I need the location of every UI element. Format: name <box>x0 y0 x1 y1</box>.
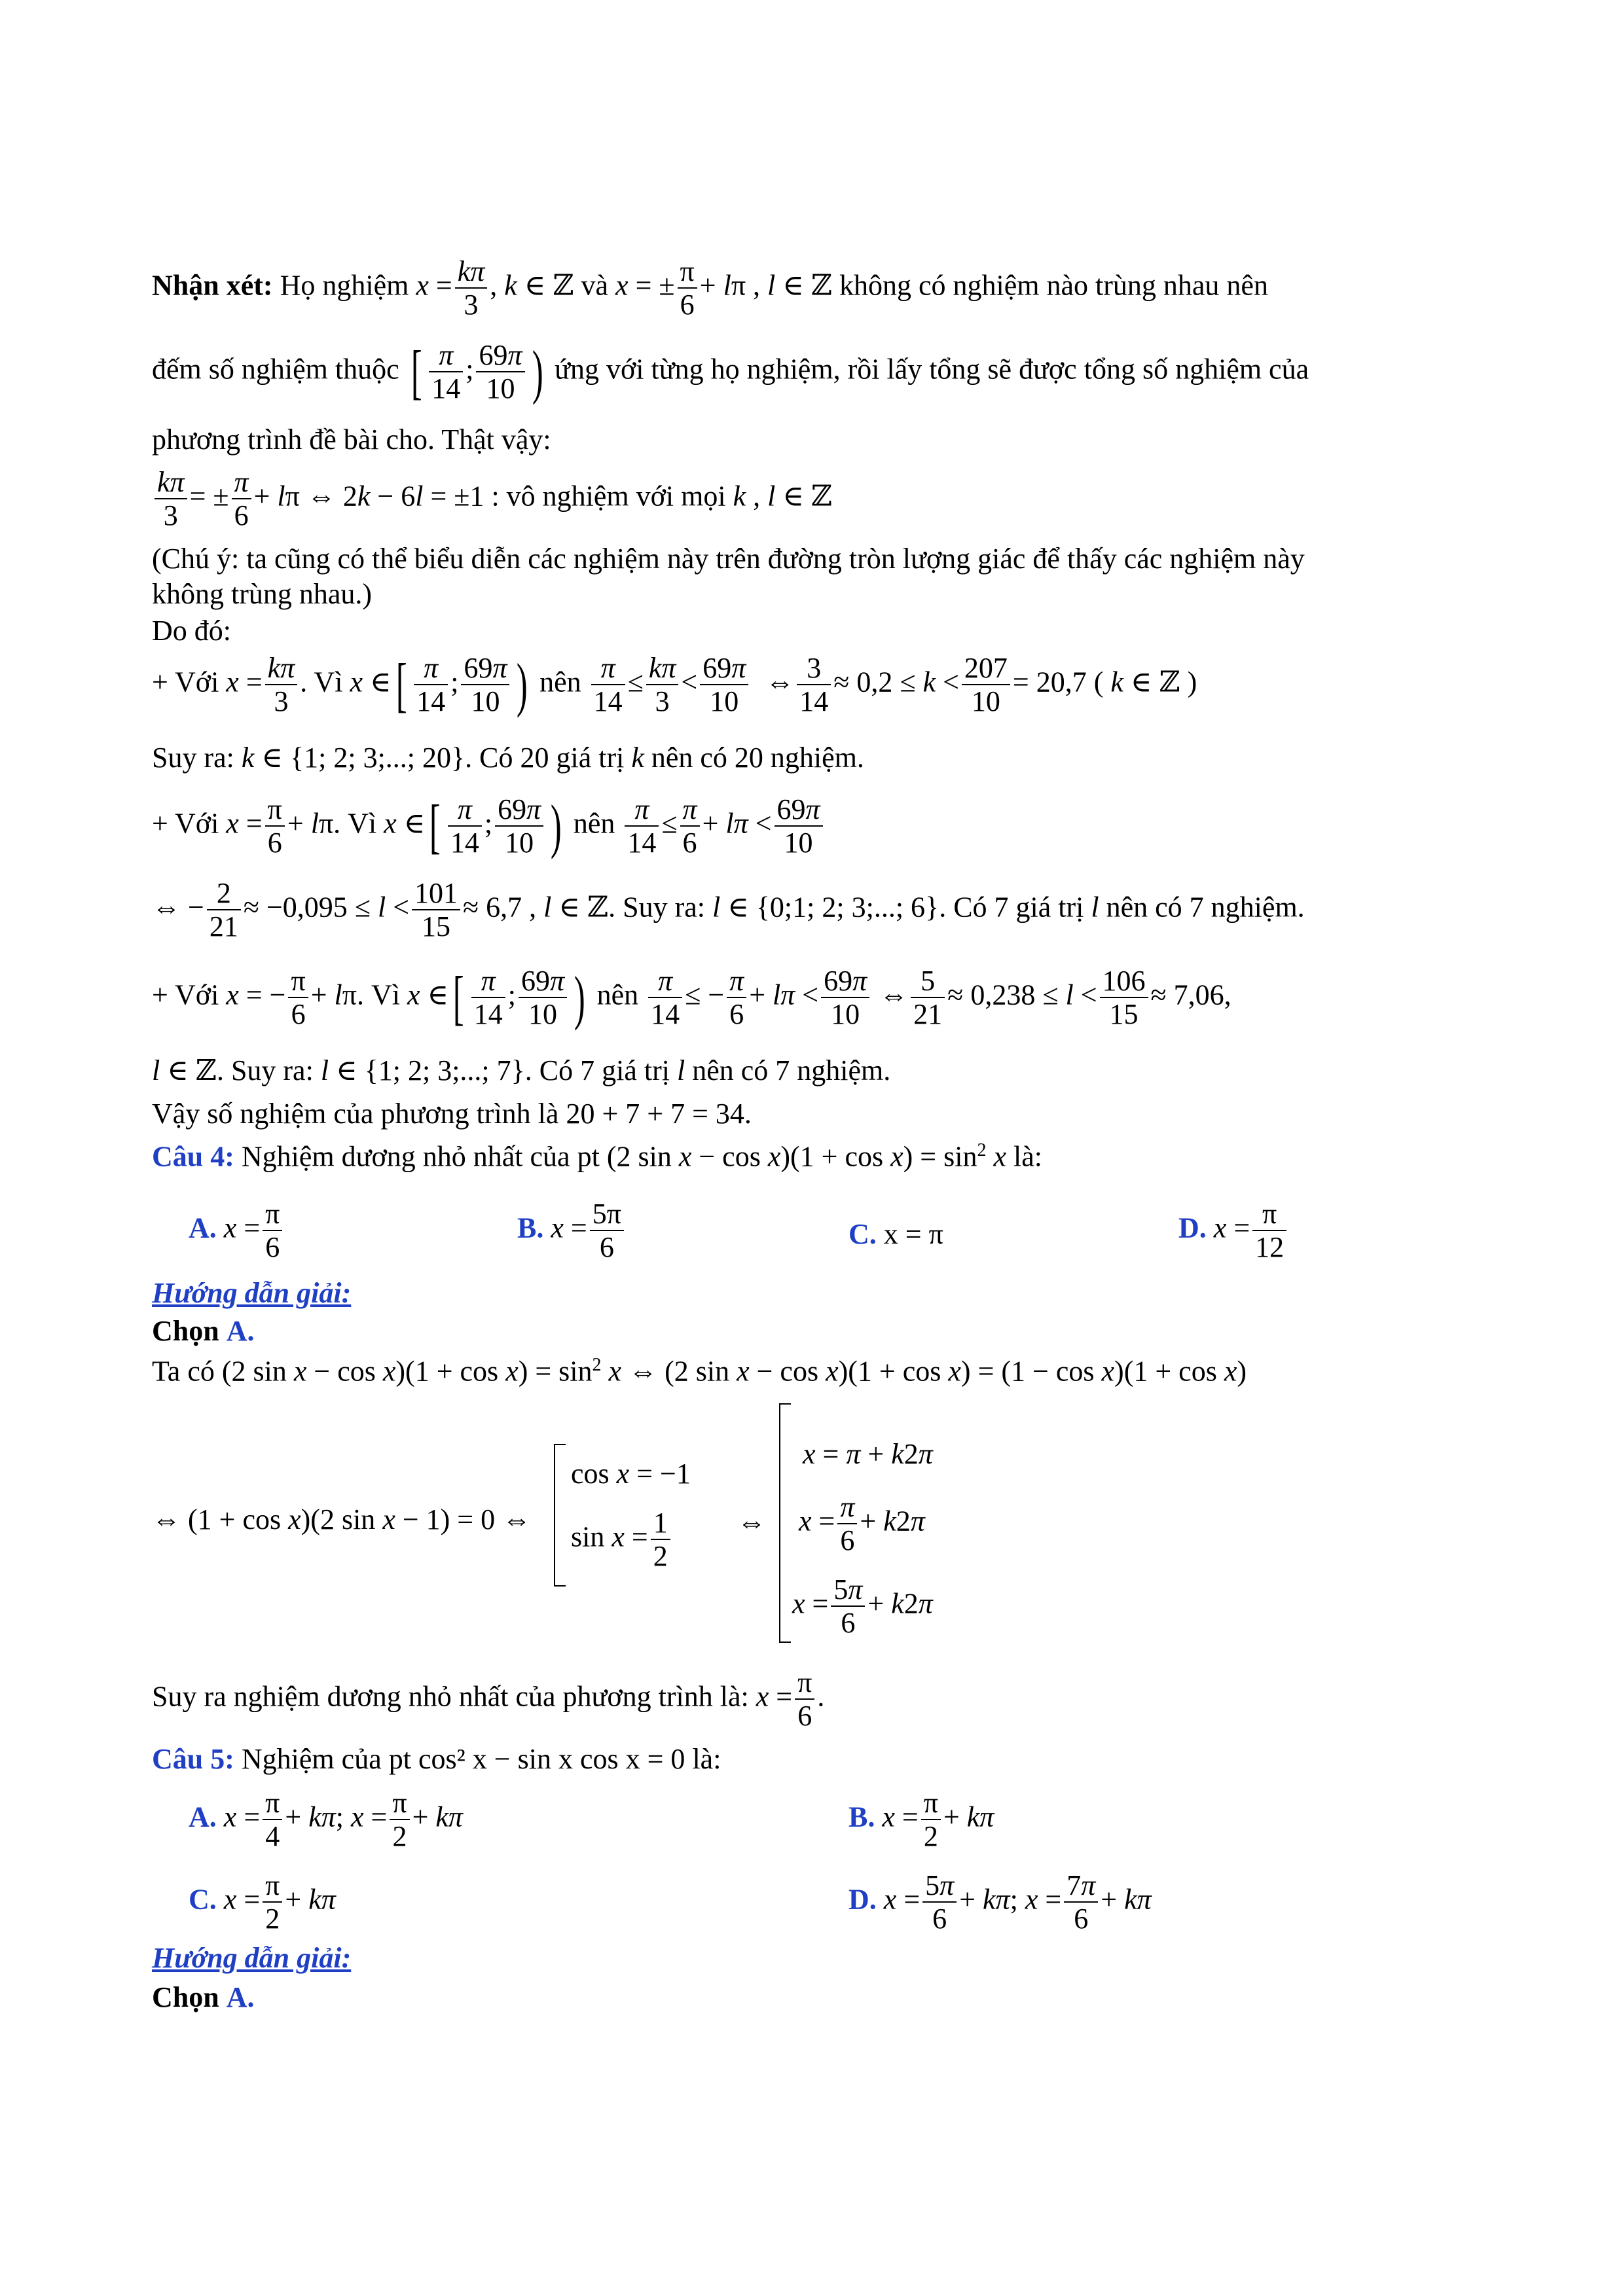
remark-text-2-tail: ứng với từng họ nghiệm, rồi lấy tổng sẽ được tổng số nghiệm của <box>555 353 1309 386</box>
case3-line: + Với x = − $\frac{\pi}{6}$ + lπ. Vì x ∈[ $\frac{\pi}{14}$ ; $\frac{69\pi}{10}$ ) nên $\frac{\pi}{14}$ ≤ − $\frac{\pi}{6}$ + lπ < $\frac{69\pi}{10}$ ⇔ $\frac{5}{21}$ ≈ 0,238 ≤ l < $\frac{106}{15}$ ≈ 7,06, <box>152 964 1231 1031</box>
q4-text: Nghiệm dương nhỏ nhất của pt <box>241 1140 600 1173</box>
q4-option-c[interactable]: C. x = π <box>848 1218 943 1250</box>
q4-conclusion-text: Suy ra nghiệm dương nhỏ nhất của phương trình là: <box>152 1680 749 1713</box>
case2-vi: . Vì <box>333 807 377 840</box>
case2-count-tail: nên có 7 nghiệm. <box>1106 891 1305 924</box>
q5-equation: cos² x − sin x cos x = 0 <box>418 1743 685 1775</box>
q5-option-d[interactable]: D. x = $\frac{5\pi}{6}$ + kπ; x = $\frac{7\pi}{6}$ + kπ <box>848 1869 1152 1935</box>
remark-therefore: Do đó: <box>152 615 231 647</box>
remark-equation: $\frac{k\pi}{3}$ = ± $\frac{\pi}{6}$ + lπ ⇔ 2k − 6l = ±1 : vô nghiệm với mọi k , l ∈ ℤ <box>152 466 832 532</box>
remark-note-2: không trùng nhau.) <box>152 578 373 610</box>
conclusion-expr: 20 + 7 + 7 = 34 <box>566 1098 744 1130</box>
case2-nen: nên <box>573 807 615 840</box>
q4-solution-line-2: ⇔ (1 + cos x)(2 sin x − 1) = 0 ⇔ <box>152 1503 532 1535</box>
case2-suy: . Suy ra: <box>608 891 705 924</box>
case3-count-tail: nên có 7 nghiệm. <box>692 1054 891 1086</box>
remark-note-1: (Chú ý: ta cũng có thể biểu diễn các nghiệm này trên đường tròn lượng giác để thấy các nghiệm này <box>152 543 1305 575</box>
case1-vi: . Vì <box>300 666 343 698</box>
q4-root-2: x = $\frac{\pi}{6}$ + k2π <box>799 1491 925 1557</box>
q4-label: Câu 4: <box>152 1140 234 1173</box>
q5-text: Nghiệm của pt <box>241 1743 411 1775</box>
q4-bracket-2 <box>779 1403 791 1643</box>
remark-text-2: đếm số nghiệm thuộc <box>152 353 399 386</box>
q4-conclusion: Suy ra nghiệm dương nhỏ nhất của phương trình là: x = $\frac{\pi}{6}$ . <box>152 1666 825 1732</box>
q4-root-1: x = π + k2π <box>803 1438 933 1470</box>
q4-header: Câu 4: Nghiệm dương nhỏ nhất của pt (2 $\sin x - \cos x)(1 + \cos x) = \sin^2 x$ là: <box>152 1140 1042 1173</box>
q4-choice: Chọn A. <box>152 1315 255 1347</box>
case3-count: . Có 7 giá trị <box>524 1054 670 1086</box>
case3-set: {1; 2; 3;...; 7} <box>364 1054 525 1086</box>
case1-result-label: Suy ra: <box>152 742 234 774</box>
q5-label: Câu 5: <box>152 1743 234 1775</box>
case2-count: . Có 7 giá trị <box>939 891 1084 924</box>
case1-count-tail: nên có 20 nghiệm. <box>651 742 864 774</box>
remark-line-1: Nhận xét: Họ nghiệm x = $\frac{k\pi}{3}$ , k ∈ ℤ và x = ± $\frac{\pi}{6}$ + lπ , l ∈ ℤ không có nghiệm nào trùng nhau nên <box>152 255 1268 321</box>
q4-option-d[interactable]: D. x = $\frac{\pi}{12}$ <box>1178 1198 1289 1264</box>
remark-join: và <box>581 269 609 302</box>
case3-vi: . Vì <box>356 978 400 1011</box>
q4-ta-co: Ta có <box>152 1355 215 1388</box>
q4-option-a[interactable]: A. x = $\frac{\pi}{6}$ <box>189 1198 285 1264</box>
case3-result: l ∈ ℤ. Suy ra: l ∈ {1; 2; 3;...; 7}. Có 7 giá trị l nên có 7 nghiệm. <box>152 1054 891 1086</box>
q4-tail: là: <box>1013 1140 1042 1173</box>
q5-header <box>152 1745 721 1774</box>
case2-inequality: ⇔ − $\frac{2}{21}$ ≈ −0,095 ≤ l < $\frac{101}{15}$ ≈ 6,7 , l ∈ ℤ. Suy ra: l ∈ {0;1; 2; 3;...; 6}. Có 7 giá trị l nên có 7 nghiệm. <box>152 877 1305 943</box>
case1-count: . Có 20 giá trị <box>465 742 625 774</box>
remark-label: Nhận xét: <box>152 269 273 302</box>
q5-tail: là: <box>692 1743 721 1775</box>
q4-solution-line-1: Ta có (2 $\sin x - \cos x)(1 + \cos x) = \sin^2 x$ ⇔ (2 sin x − cos x)(1 + cos x) = (1 − cos x)(1 + cos x) <box>152 1355 1247 1388</box>
remark-text-1-tail: không có nghiệm nào trùng nhau nên <box>839 269 1268 302</box>
remark-eq-tail: : vô nghiệm với mọi <box>491 480 726 512</box>
q5-guide: Hướng dẫn giải: <box>152 1942 352 1974</box>
case1-set: {1; 2; 3;...; 20} <box>290 742 465 774</box>
case3-nen: nên <box>596 978 639 1011</box>
case2-lead: + Với <box>152 807 219 840</box>
remark-text-1: Họ nghiệm <box>280 269 409 302</box>
case2-set: {0;1; 2; 3;...; 6} <box>756 891 939 924</box>
q4-equiv-2: ⇔ <box>737 1506 766 1538</box>
q4-case-cos: cos x = −1 <box>571 1458 691 1490</box>
case1-lead: + Với <box>152 666 219 698</box>
case1-result: Suy ra: k ∈ {1; 2; 3;...; 20}. Có 20 giá trị k nên có 20 nghiệm. <box>152 742 864 774</box>
q5-option-b[interactable]: B. x = $\frac{\pi}{2}$ + kπ <box>848 1787 994 1853</box>
remark-line-2: đếm số nghiệm thuộc [ $\frac{\pi}{14}$ ; $\frac{69\pi}{10}$ ) ứng với từng họ nghiệm, rồi lấy tổng sẽ được tổng số nghiệm của <box>152 338 1309 406</box>
case1-nen: nên <box>539 666 581 698</box>
q4-guide: Hướng dẫn giải: <box>152 1277 352 1309</box>
q4-case-sin: sin x = $\frac{1}{2}$ <box>571 1507 673 1573</box>
case1-line: + Với x = $\frac{k\pi}{3}$ . Vì x ∈[ $\frac{\pi}{14}$ ; $\frac{69\pi}{10}$ ) nên $\frac{\pi}{14}$ ≤ $\frac{k\pi}{3}$ < $\frac{69\pi}{10}$ ⇔ $\frac{3}{14}$ ≈ 0,2 ≤ k < $\frac{207}{10}$ = 20,7 ( k ∈ ℤ ) <box>152 651 1197 719</box>
case3-suy: . Suy ra: <box>216 1054 314 1086</box>
q5-choice: Chọn A. <box>152 1981 255 2013</box>
q5-option-c[interactable]: C. x = $\frac{\pi}{2}$ + kπ <box>189 1869 336 1935</box>
conclusion-text: Vậy số nghiệm của phương trình là <box>152 1098 559 1130</box>
case3-lead: + Với <box>152 978 219 1011</box>
remark-line-3: phương trình đề bài cho. Thật vậy: <box>152 423 551 456</box>
q4-bracket-1 <box>554 1444 566 1587</box>
q4-root-3: x = $\frac{5\pi}{6}$ + k2π <box>792 1573 933 1640</box>
conclusion-line: Vậy số nghiệm của phương trình là 20 + 7 + 7 = 34. <box>152 1098 752 1130</box>
q5-option-a[interactable]: A. x = $\frac{\pi}{4}$ + kπ; x = $\frac{\pi}{2}$ + kπ <box>189 1787 463 1853</box>
case2-line: + Với x = $\frac{\pi}{6}$ + lπ. Vì x ∈[ $\frac{\pi}{14}$ ; $\frac{69\pi}{10}$ ) nên $\frac{\pi}{14}$ ≤ $\frac{\pi}{6}$ + lπ < $\frac{69\pi}{10}$ <box>152 793 826 859</box>
q4-option-b[interactable]: B. x = $\frac{5\pi}{6}$ <box>517 1198 627 1264</box>
